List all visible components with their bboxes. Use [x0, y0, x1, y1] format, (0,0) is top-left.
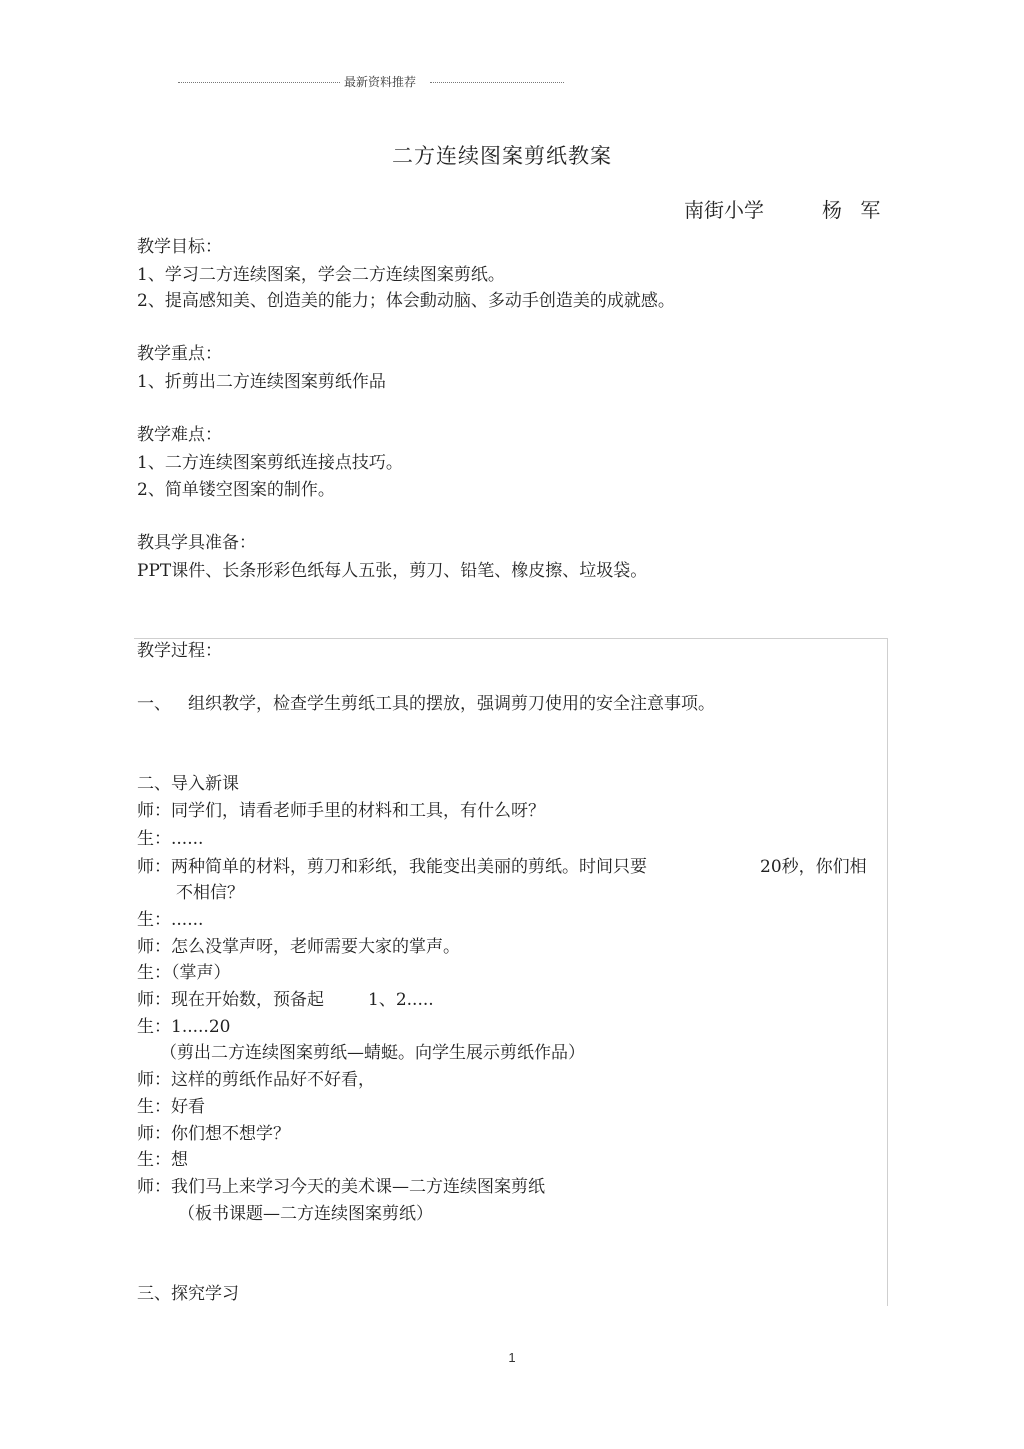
author-school: 南街小学 — [684, 198, 764, 222]
dialogue-line: 生：...... — [137, 829, 204, 849]
dialogue-line: 师：你们想不想学？ — [137, 1124, 290, 1144]
dialogue-line: 生：好看 — [137, 1097, 205, 1117]
process-step2-heading: 二、导入新课 — [137, 774, 239, 794]
header-rule-right — [430, 82, 564, 83]
author-line — [684, 194, 886, 223]
dialogue-line: 生：（掌声） — [137, 963, 231, 983]
dialogue-line: 师：同学们，请看老师手里的材料和工具，有什么呀？ — [137, 801, 545, 821]
process-box-right-border — [887, 638, 888, 1306]
document-title: 二方连续图案剪纸教案 — [392, 144, 612, 168]
goals-heading: 教学目标： — [137, 237, 222, 257]
dialogue-line: 生：1.....20 — [137, 1017, 231, 1037]
author-name: 杨 军 — [822, 198, 887, 222]
dialogue-line: 师：两种简单的材料，剪刀和彩纸，我能变出美丽的剪纸。时间只要 — [137, 857, 647, 877]
dialogue-line: 师：我们马上来学习今天的美术课—二方连续图案剪纸 — [137, 1177, 545, 1197]
key-points-item-1: 1、折剪出二方连续图案剪纸作品 — [137, 372, 386, 392]
dialogue-line: 师：现在开始数，预备起 — [137, 990, 324, 1010]
materials-text: PPT课件、长条形彩色纸每人五张，剪刀、铅笔、橡皮擦、垃圾袋。 — [137, 561, 648, 581]
process-box-top-border — [134, 638, 888, 639]
dialogue-line: 生：想 — [137, 1150, 188, 1170]
dialogue-line-wrap: 不相信？ — [176, 883, 244, 903]
dialogue-line: 师：这样的剪纸作品好不好看， — [137, 1070, 375, 1090]
dialogue-line: 生：...... — [137, 910, 204, 930]
dialogue-line-continued: 20秒，你们相 — [760, 857, 867, 877]
difficulties-item-2: 2、简单镂空图案的制作。 — [137, 480, 335, 500]
process-heading: 教学过程： — [137, 641, 222, 661]
key-points-heading: 教学重点： — [137, 344, 222, 364]
difficulties-heading: 教学难点： — [137, 425, 222, 445]
goals-item-2: 2、提高感知美、创造美的能力；体会動动脑、多动手创造美的成就感。 — [137, 291, 675, 311]
page-number: 1 — [508, 1350, 516, 1365]
dialogue-line-continued: 1、2..... — [368, 990, 434, 1010]
dialogue-line: 师：怎么没掌声呀，老师需要大家的掌声。 — [137, 937, 460, 957]
materials-heading: 教具学具准备： — [137, 533, 256, 553]
goals-item-1: 1、学习二方连续图案，学会二方连续图案剪纸。 — [137, 265, 505, 285]
header-tag: 最新资料推荐 — [344, 75, 417, 89]
process-step3-heading: 三、探究学习 — [137, 1284, 239, 1304]
stage-direction: （板书课题—二方连续图案剪纸） — [178, 1204, 433, 1224]
stage-direction: （剪出二方连续图案剪纸—蜻蜓。向学生展示剪纸作品） — [160, 1043, 585, 1063]
process-step1-label: 一、 — [137, 694, 171, 714]
process-step1-text: 组织教学，检查学生剪纸工具的摆放，强调剪刀使用的安全注意事项。 — [188, 694, 715, 714]
difficulties-item-1: 1、二方连续图案剪纸连接点技巧。 — [137, 453, 403, 473]
header-rule-left — [178, 82, 340, 83]
